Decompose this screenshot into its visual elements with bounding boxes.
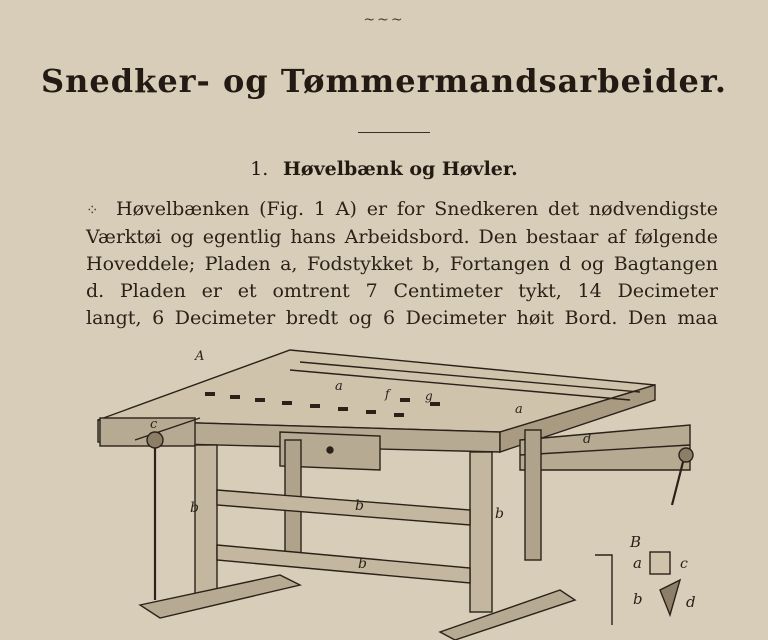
detail-part-d	[660, 580, 680, 615]
detail-part-b	[595, 555, 612, 625]
top-ornament: ~~~	[363, 12, 405, 28]
figure-label-b-lower: b	[358, 556, 367, 572]
right-foot	[440, 590, 575, 640]
upper-stretcher	[217, 490, 470, 525]
figure-label-c-detail: c	[680, 556, 688, 572]
section-number: 1.	[250, 158, 269, 180]
figure-label-c: c	[150, 417, 158, 432]
paragraph-line-3: Hoveddele; Pladen a, Fodstykket b, Fortangen d og Bagtangen	[86, 253, 718, 275]
figure-label-a-plate: a	[335, 379, 343, 394]
front-right-leg	[470, 452, 492, 612]
figure-label-b-left: b	[190, 500, 199, 516]
section-title: Høvelbænk og Høvler.	[282, 158, 518, 180]
front-left-leg	[195, 445, 217, 595]
figure-label-f: f	[385, 387, 390, 401]
paragraph-line-2: Værktøi og egentlig hans Arbeidsbord. Den bestaar af følgende	[86, 226, 718, 248]
figure-label-b-detail: b	[633, 590, 643, 608]
figure-label-A: A	[195, 349, 205, 364]
figure-label-d-detail: d	[686, 593, 696, 611]
paragraph-line-4: d. Pladen er et omtrent 7 Centimeter tykt, 14 Decimeter	[86, 280, 718, 302]
left-foot	[140, 575, 300, 618]
lower-stretcher	[217, 545, 470, 583]
paragraph-marker-icon: ⁘	[86, 201, 99, 219]
front-vise-screw	[147, 432, 163, 448]
figure-label-a-trough: a	[515, 402, 523, 417]
figure-label-g: g	[425, 389, 433, 403]
detail-part-c	[650, 552, 670, 574]
page-title: Snedker- og Tømmermandsarbeider.	[41, 62, 727, 100]
paragraph-line-1-text: Høvelbænken (Fig. 1 A) er for Snedkeren det nødvendigste	[116, 198, 718, 220]
tail-vise-screw	[679, 448, 693, 462]
back-right-leg	[525, 430, 541, 560]
figure-label-a-detail: a	[633, 554, 642, 572]
figure-label-B: B	[630, 533, 642, 551]
figure-label-b-right: b	[495, 506, 504, 522]
figure-label-b-upper: b	[355, 498, 364, 514]
workbench-drawing	[98, 350, 693, 640]
figure-label-d-tail: d	[583, 432, 592, 447]
paragraph-line-5: langt, 6 Decimeter bredt og 6 Decimeter høit Bord. Den maa	[86, 307, 718, 329]
